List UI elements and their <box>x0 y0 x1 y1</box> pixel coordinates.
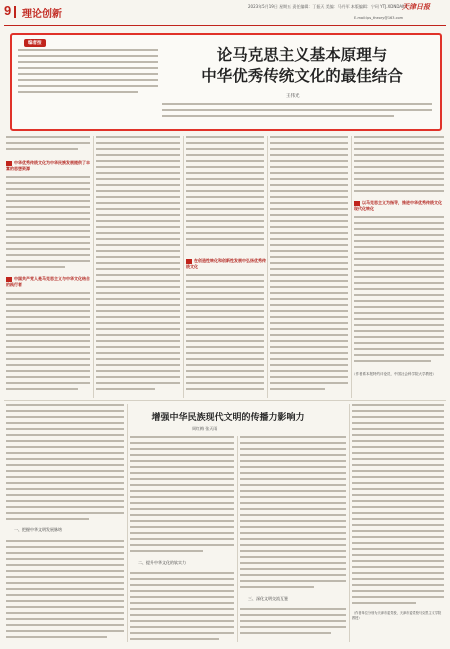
page-header <box>0 0 450 26</box>
author-note: （作者系本报特约评论员，中国社会科学院大学教授） <box>352 372 436 376</box>
section-title: 理论创新 <box>22 9 62 20</box>
lead-body-column <box>6 136 90 156</box>
newspaper-masthead: 天津日报 <box>402 2 430 11</box>
lead-subhead: 中国共产党人是马克思主义与中华文化结合的践行者 <box>6 276 90 287</box>
lead-headline <box>182 45 422 87</box>
lead-body-column <box>354 136 444 198</box>
second-headline: 增强中华民族现代文明的传播力影响力 <box>151 413 305 423</box>
lead-headline-line1: 论马克思主义基本原理与 <box>216 46 388 64</box>
second-body-column <box>240 608 346 640</box>
lead-body-column <box>186 136 264 254</box>
second-body-column <box>130 436 234 556</box>
lead-subhead: 在创造性转化和创新性发展中弘扬优秀传统文化 <box>186 258 266 269</box>
lead-body-column <box>270 136 348 398</box>
second-body-column <box>352 404 444 608</box>
second-byline: 周红梅 张天雨 <box>192 426 218 431</box>
editor-note-tag: 编者按 <box>24 39 46 47</box>
contact-email: E-mail:lps_theory@163.com <box>354 16 404 20</box>
issue-info: 2023年5月19日 星期五 责任编辑：丁振天 美编：马丹军 本版编辑：宁珂 YTJ.XDNDAILY <box>248 4 408 9</box>
lead-body-column <box>6 292 90 396</box>
header-rule <box>4 25 446 26</box>
lead-article-box[interactable] <box>10 33 442 131</box>
second-body-column <box>6 540 124 640</box>
second-section-heading: 三、深化文明交流互鉴 <box>248 596 288 601</box>
lead-body-column <box>96 136 180 398</box>
second-body-column <box>6 404 124 524</box>
second-body-column <box>130 572 234 640</box>
lead-subhead: 中华优秀传统文化为中华民族发展提供了丰富的思想资源 <box>6 160 90 171</box>
second-body-column <box>240 436 346 592</box>
second-section-heading: 二、提升中华文化的软实力 <box>138 560 186 565</box>
lead-headline-line2: 中华优秀传统文化的最佳结合 <box>201 67 403 85</box>
lead-body-column <box>6 176 90 270</box>
lead-subhead: 以马克思主义为指导，推进中华优秀传统文化现代化转化 <box>354 200 442 211</box>
lead-byline: 王伟光 <box>286 94 300 99</box>
editor-note-text <box>18 49 158 99</box>
lead-intro-text <box>162 103 432 125</box>
header-divider <box>14 6 16 18</box>
lead-body-column <box>354 216 444 368</box>
page-number: 9 <box>4 3 12 18</box>
lead-body-column <box>186 274 264 398</box>
second-section-heading: 一、把握中华文明发展脉络 <box>14 527 62 532</box>
second-author-note: （作者单位分别为天津市委党校，天津市委党校马克思主义学院教授） <box>352 611 442 620</box>
